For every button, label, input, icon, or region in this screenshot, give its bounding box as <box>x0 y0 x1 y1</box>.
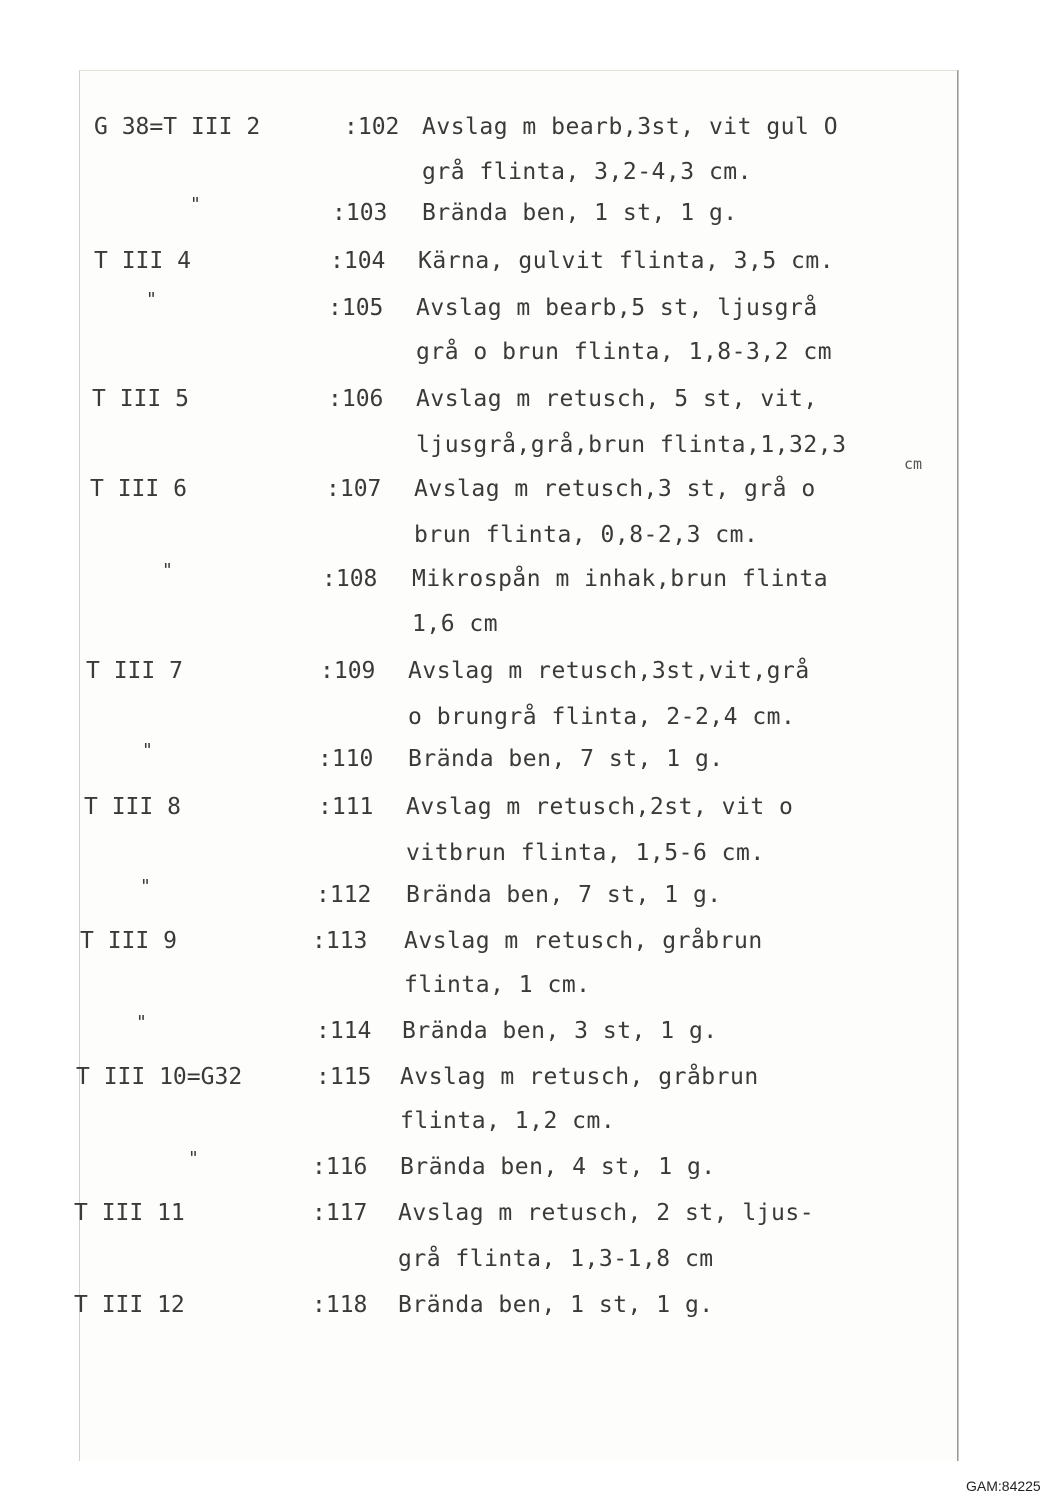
entry-number: :104 <box>330 248 386 274</box>
ditto-mark: " <box>142 740 153 761</box>
ditto-mark: " <box>162 560 173 581</box>
entry-description: Avslag m retusch, gråbrun <box>404 928 763 954</box>
entry-number: :106 <box>328 386 384 412</box>
entry-tag: T III 4 <box>94 248 191 274</box>
entry-description: Mikrospån m inhak,brun flinta <box>412 566 829 592</box>
entry-number: :114 <box>316 1018 372 1044</box>
entry-number: :115 <box>316 1064 372 1090</box>
entry-number: :102 <box>344 114 400 140</box>
entry-description: Brända ben, 3 st, 1 g. <box>402 1018 718 1044</box>
entry-number: :107 <box>326 476 382 502</box>
entry-tag: T III 5 <box>92 386 189 412</box>
entry-description: Avslag m retusch, 5 st, vit, <box>416 386 818 412</box>
entry-description: Avslag m retusch, 2 st, ljus- <box>398 1200 815 1226</box>
ditto-mark: " <box>190 194 201 215</box>
entry-tag: T III 11 <box>74 1200 185 1226</box>
entry-number: :116 <box>312 1154 368 1180</box>
entry-number: :109 <box>320 658 376 684</box>
entry-number: :108 <box>322 566 378 592</box>
entry-description: Avslag m retusch,3 st, grå o <box>414 476 816 502</box>
entry-number: :113 <box>312 928 368 954</box>
entry-description: Avslag m bearb,5 st, ljusgrå <box>416 295 818 321</box>
entry-number: :112 <box>316 882 372 908</box>
entry-description-cont: grå o brun flinta, 1,8-3,2 cm <box>416 339 833 365</box>
entry-description-cont: vitbrun flinta, 1,5-6 cm. <box>406 840 765 866</box>
entry-tag: T III 9 <box>80 928 177 954</box>
ditto-mark: " <box>136 1012 147 1033</box>
entry-tag: T III 8 <box>84 794 181 820</box>
entry-description-cont: brun flinta, 0,8-2,3 cm. <box>414 522 759 548</box>
entry-number: :118 <box>312 1292 368 1318</box>
entry-number: :110 <box>318 746 374 772</box>
entry-description: Brända ben, 7 st, 1 g. <box>408 746 724 772</box>
entry-description: Brända ben, 1 st, 1 g. <box>398 1292 714 1318</box>
ditto-mark: " <box>140 876 151 897</box>
catalog-card <box>74 70 958 1461</box>
entry-description: Brända ben, 7 st, 1 g. <box>406 882 722 908</box>
entry-description-cont: grå flinta, 1,3-1,8 cm <box>398 1246 714 1272</box>
entry-number: :105 <box>328 295 384 321</box>
ditto-mark: " <box>146 289 157 310</box>
entry-description-cont: 1,6 cm <box>412 611 499 637</box>
entry-description: Avslag m bearb,3st, vit gul O <box>422 114 839 140</box>
entry-description-cont: flinta, 1,2 cm. <box>400 1108 616 1134</box>
ditto-mark: " <box>188 1148 199 1169</box>
entry-tag: G 38=T III 2 <box>94 114 261 140</box>
entry-tag: T III 12 <box>74 1292 185 1318</box>
entry-number: :117 <box>312 1200 368 1226</box>
entry-description: Avslag m retusch,2st, vit o <box>406 794 794 820</box>
entry-description: Kärna, gulvit flinta, 3,5 cm. <box>418 248 835 274</box>
handwritten-correction: cm <box>904 455 923 473</box>
entry-description: Avslag m retusch,3st,vit,grå <box>408 658 810 684</box>
entry-description-cont: flinta, 1 cm. <box>404 972 591 998</box>
entry-tag: T III 7 <box>86 658 183 684</box>
entry-description: Brända ben, 1 st, 1 g. <box>422 200 738 226</box>
entry-tag: T III 6 <box>90 476 187 502</box>
entry-tag: T III 10=G32 <box>76 1064 243 1090</box>
catalog-number: GAM:84225 <box>966 1478 1041 1494</box>
entry-description: Brända ben, 4 st, 1 g. <box>400 1154 716 1180</box>
entry-description-cont: o brungrå flinta, 2-2,4 cm. <box>408 704 796 730</box>
entry-description: Avslag m retusch, gråbrun <box>400 1064 759 1090</box>
entry-number: :111 <box>318 794 374 820</box>
entry-number: :103 <box>332 200 388 226</box>
entry-description-cont: ljusgrå,grå,brun flinta,1,32,3 <box>416 432 847 458</box>
entry-description-cont: grå flinta, 3,2-4,3 cm. <box>422 159 752 185</box>
